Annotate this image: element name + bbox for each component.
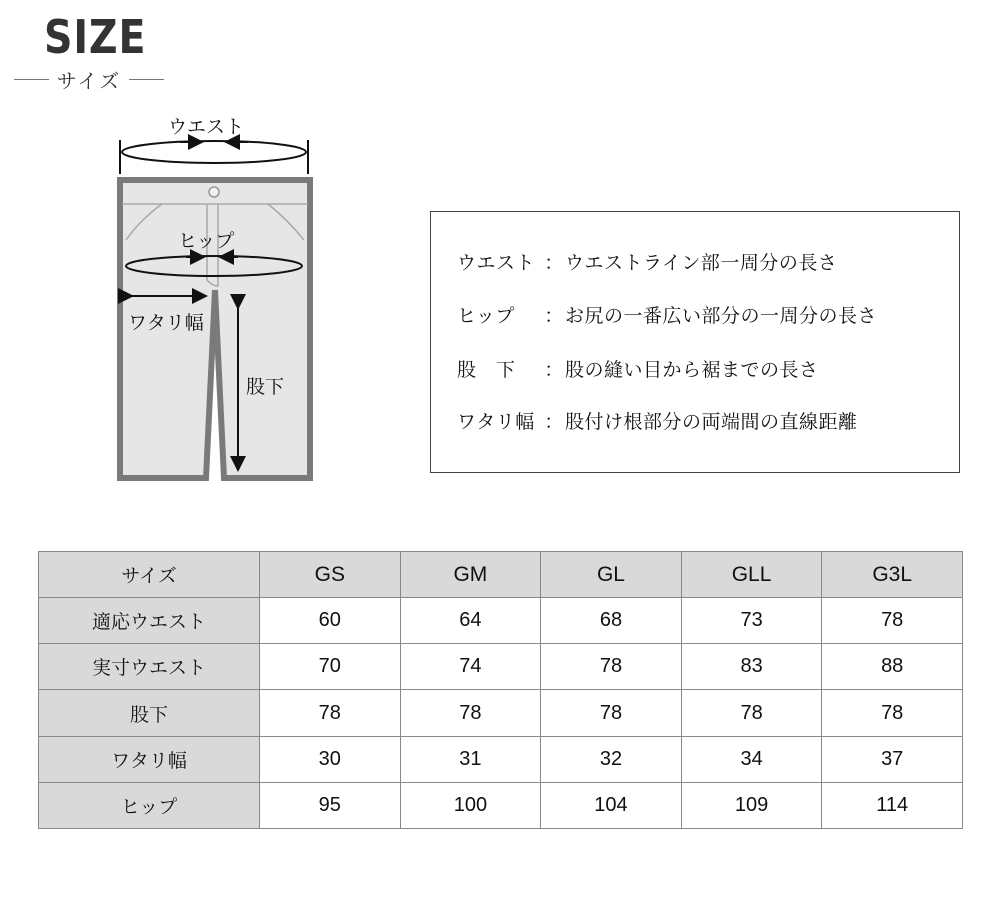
- thigh-label: ワタリ幅: [128, 312, 204, 334]
- table-cell: 70: [260, 644, 401, 690]
- table-cell: 78: [541, 644, 682, 690]
- row-label: ワタリ幅: [39, 736, 260, 782]
- row-label: 股下: [39, 690, 260, 736]
- table-cell: 68: [541, 598, 682, 644]
- measurement-legend: [430, 211, 960, 473]
- table-row: [39, 736, 963, 782]
- legend-item-inseam: 股 下 ：股の縫い目から裾までの長さ: [457, 359, 819, 381]
- waist-label: ウエスト: [168, 116, 245, 138]
- button-icon: [209, 187, 219, 197]
- table-cell: 83: [681, 644, 822, 690]
- subtitle-text: サイズ: [56, 68, 122, 93]
- column-header: G3L: [822, 552, 963, 598]
- table-cell: 78: [541, 690, 682, 736]
- table-cell: 78: [681, 690, 822, 736]
- table-cell: 114: [822, 782, 963, 828]
- page-subtitle: [14, 66, 164, 92]
- table-cell: 95: [260, 782, 401, 828]
- table-cell: 60: [260, 598, 401, 644]
- table-cell: 32: [541, 736, 682, 782]
- size-table: [38, 551, 963, 829]
- table-header-row: [39, 552, 963, 598]
- table-cell: 88: [822, 644, 963, 690]
- pants-measurement-icon: [100, 100, 340, 490]
- table-cell: 100: [400, 782, 541, 828]
- table-row: [39, 782, 963, 828]
- table-corner: サイズ: [39, 552, 260, 598]
- row-label: 適応ウエスト: [39, 598, 260, 644]
- table-cell: 109: [681, 782, 822, 828]
- legend-item-waist: ウエスト ：ウエストライン部一周分の長さ: [457, 252, 838, 274]
- row-label: ヒップ: [39, 782, 260, 828]
- legend-item-hip: ヒップ ：お尻の一番広い部分の一周分の長さ: [457, 305, 878, 327]
- hip-label: ヒップ: [178, 230, 235, 252]
- inseam-label: 股下: [246, 376, 285, 398]
- legend-item-thigh: ワタリ幅 ：股付け根部分の両端間の直線距離: [457, 411, 858, 433]
- table-cell: 78: [822, 690, 963, 736]
- subtitle-rule-left: [14, 79, 49, 80]
- table-cell: 64: [400, 598, 541, 644]
- table-cell: 78: [260, 690, 401, 736]
- column-header: GM: [400, 552, 541, 598]
- table-cell: 30: [260, 736, 401, 782]
- table-cell: 34: [681, 736, 822, 782]
- column-header: GLL: [681, 552, 822, 598]
- row-label: 実寸ウエスト: [39, 644, 260, 690]
- table-cell: 78: [400, 690, 541, 736]
- table-cell: 31: [400, 736, 541, 782]
- table-row: [39, 690, 963, 736]
- table-cell: 74: [400, 644, 541, 690]
- table-row: [39, 598, 963, 644]
- subtitle-rule-right: [129, 79, 164, 80]
- table-cell: 104: [541, 782, 682, 828]
- table-row: [39, 644, 963, 690]
- column-header: GS: [260, 552, 401, 598]
- table-cell: 73: [681, 598, 822, 644]
- table-cell: 78: [822, 598, 963, 644]
- pants-diagram: [100, 100, 340, 490]
- table-cell: 37: [822, 736, 963, 782]
- page-title: SIZE: [44, 10, 147, 64]
- column-header: GL: [541, 552, 682, 598]
